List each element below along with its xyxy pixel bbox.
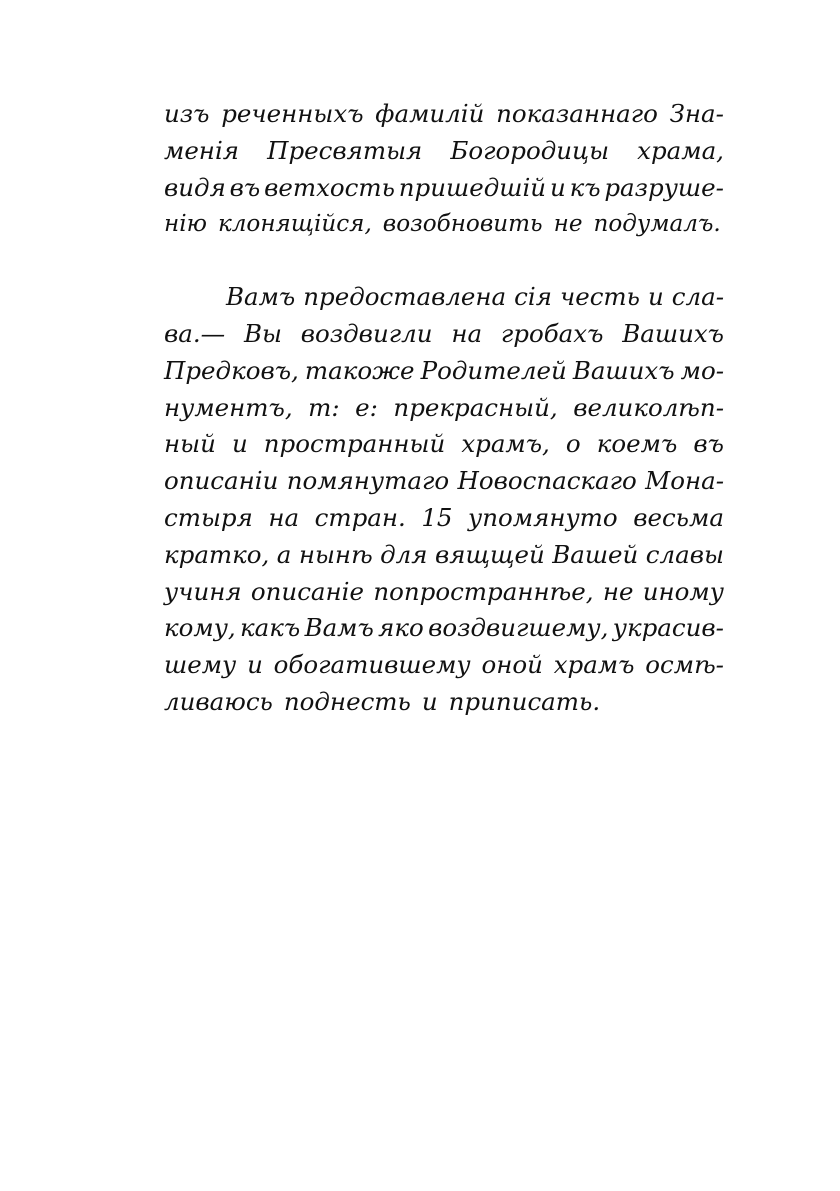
word: на <box>268 502 300 532</box>
word: Мона- <box>645 466 724 496</box>
text-line <box>164 390 724 427</box>
word: вящщей <box>434 539 545 569</box>
word: храма, <box>637 135 724 165</box>
word: не <box>602 576 634 606</box>
word: о <box>565 429 581 459</box>
word: воздвигли <box>300 318 433 348</box>
word: въ <box>229 172 261 202</box>
word: храмъ <box>553 650 635 680</box>
word: храмъ, <box>461 429 550 459</box>
word: и <box>421 686 438 716</box>
paragraph-1 <box>164 96 724 243</box>
word: осмѣ- <box>645 650 724 680</box>
text-line <box>164 170 724 207</box>
word: нынѣ <box>298 539 373 569</box>
word: фамилій <box>375 99 485 128</box>
word: на <box>451 318 483 348</box>
word: 15 <box>421 502 453 532</box>
text-line <box>164 206 724 243</box>
word: помянутаго <box>286 466 450 496</box>
word: описаніи <box>164 466 279 496</box>
word: къ <box>569 172 601 202</box>
word: Вы <box>243 318 282 348</box>
word: оной <box>481 650 543 680</box>
word: Вашихъ <box>572 355 675 385</box>
text-line <box>164 684 724 721</box>
word: Пресвятыя <box>267 135 423 165</box>
word: кратко, <box>164 539 270 569</box>
word: приписать. <box>448 686 601 716</box>
text-body <box>164 96 724 721</box>
word: предоставлена <box>303 282 507 312</box>
word: менія <box>164 135 240 165</box>
word: подумалъ. <box>593 211 721 238</box>
word: упомянуто <box>468 502 618 532</box>
word: Вамъ <box>226 282 296 312</box>
text-line <box>164 537 724 574</box>
text-line <box>164 353 724 390</box>
word: нію <box>164 211 207 238</box>
word: прекрасный, <box>393 392 558 422</box>
word: разруше- <box>604 172 724 202</box>
word: сла- <box>671 282 724 312</box>
text-line <box>164 426 724 463</box>
text-line <box>164 500 724 537</box>
text-line <box>164 610 724 647</box>
word: мо- <box>680 355 724 385</box>
text-line <box>164 133 724 170</box>
word: въ <box>693 429 724 459</box>
word: украсив- <box>612 613 724 643</box>
text-line <box>164 96 724 133</box>
text-line <box>164 316 724 353</box>
word: описаніе <box>250 576 365 606</box>
word: стыря <box>164 502 253 532</box>
word: пространный <box>263 429 446 459</box>
word: ва.— <box>164 318 226 348</box>
word: коемъ <box>596 429 678 459</box>
word: учиня <box>164 576 242 606</box>
text-line <box>164 647 724 684</box>
word: Вашей <box>552 539 639 569</box>
word: и <box>549 172 566 202</box>
word: воздвигшему, <box>428 613 609 643</box>
word: кому, <box>164 613 236 643</box>
word: ливаюсь <box>164 686 273 716</box>
word: великолѣп- <box>573 392 724 422</box>
word: и <box>648 282 664 312</box>
word: возобновить <box>382 211 543 238</box>
word: нументъ, <box>164 392 293 422</box>
word: сія <box>514 282 552 312</box>
text-line <box>164 279 724 316</box>
word: показаннаго <box>496 99 658 128</box>
paragraph-2 <box>164 279 724 721</box>
word: какъ <box>240 613 301 643</box>
word: яко <box>378 613 424 643</box>
word: весьма <box>633 502 724 532</box>
word: обогатившему <box>273 650 471 680</box>
word: такоже <box>304 355 415 385</box>
word: стран. <box>314 502 406 532</box>
word: Богородицы <box>450 135 610 165</box>
word: реченныхъ <box>221 99 364 128</box>
word: и <box>247 650 263 680</box>
word: иному <box>642 576 724 606</box>
word: изъ <box>164 99 210 128</box>
word: Зна- <box>669 99 724 128</box>
word: поднесть <box>283 686 411 716</box>
word: а <box>276 539 292 569</box>
word: для <box>380 539 428 569</box>
word: пришедшій <box>398 172 547 202</box>
text-line <box>164 574 724 611</box>
word: видя <box>164 172 226 202</box>
word: ветхость <box>264 172 395 202</box>
word: Новоспаскаго <box>457 466 637 496</box>
word: и <box>231 429 248 459</box>
word: гробахъ <box>500 318 604 348</box>
word: славы <box>645 539 724 569</box>
word: е: <box>355 392 378 422</box>
word: Вамъ <box>304 613 374 643</box>
text-line <box>164 463 724 500</box>
word: ный <box>164 429 216 459</box>
word: Предковъ, <box>164 355 299 385</box>
word: честь <box>559 282 640 312</box>
word: Вашихъ <box>622 318 724 348</box>
word: т: <box>308 392 340 422</box>
word: не <box>553 211 583 238</box>
word: попространнѣе, <box>373 576 594 606</box>
word: клонящійся, <box>217 211 372 238</box>
word: шему <box>164 650 237 680</box>
word: Родителей <box>420 355 567 385</box>
